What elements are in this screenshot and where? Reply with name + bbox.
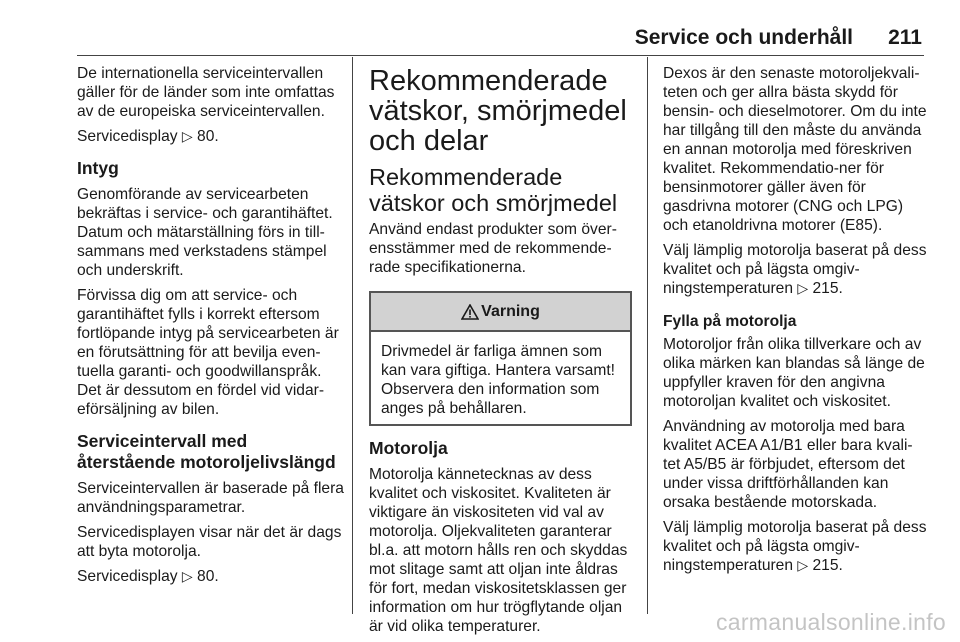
page-reference-icon[interactable]: ▷ — [797, 280, 809, 296]
left-column — [77, 64, 345, 592]
fylla-paragraph-2: Användning av motorolja med bara kvalitet ACEA A1/B1 eller bara kvali-tet A5/B5 är förbjudet, eftersom det under vissa driftförhållanden kan orsaka bestående motorskada. — [663, 418, 913, 511]
page-reference-icon: ▷ — [181, 128, 193, 144]
page-reference-icon[interactable]: ▷ — [797, 557, 809, 573]
warning-triangle-icon — [461, 304, 479, 320]
right-column — [663, 64, 929, 581]
reference-text: Servicedisplay — [77, 568, 178, 585]
dexos-paragraph: Dexos är den senaste motoroljekvali-teten och ger allra bästa skydd för bensin- och dieselmotorer. Om du inte har tillgång till den måste du använda en annan motorolja med föreskriven kvalitet. Rekommendatio-ner för bensinmotorer gäller även för gasdrivna motorer (CNG och LPG) och etanoldrivna motorer (E85). — [663, 65, 927, 234]
middle-column — [369, 64, 632, 642]
page-number: 211 — [888, 26, 922, 49]
reference-page[interactable]: 215. — [812, 557, 843, 574]
serviceintervall-paragraph-2: Servicedisplayen visar när det är dags att byta motorolja. — [77, 524, 342, 560]
warning-box — [369, 291, 632, 426]
watermark: carmanualsonline.info — [715, 609, 946, 635]
servicedisplay-reference[interactable] — [77, 127, 345, 146]
motorolja-paragraph: Motorolja kännetecknas av dess kvalitet och viskositet. Kvaliteten är viktigare än viskositeten vid val av motorolja. Oljekvaliteten garanterar bl.a. att motorn hålls ren och skyddas mot slitage samt att oljan inte åldras för fort, medan viskositetsklassen ger information om hur trögflytande oljan är vid olika temperaturer. — [369, 466, 628, 635]
serviceintervall-heading: Serviceintervall med återstående motoroljelivslängd — [77, 431, 336, 472]
subsection-title: Rekommenderade vätskor och smörjmedel — [369, 164, 618, 216]
warning-title: Varning — [481, 302, 540, 320]
fylla-heading: Fylla på motorolja — [663, 313, 797, 330]
reference-text: Servicedisplay — [77, 128, 178, 145]
oil-selection-text: Välj lämplig motorolja baserat på dess kvalitet och på lägsta omgiv-ningstemperaturen — [663, 519, 927, 574]
intyg-paragraph-1: Genomförande av servicearbeten bekräftas i service- och garantihäftet. Datum och mätarställning förs in till-sammans med verkstadens stämpel och underskrift. — [77, 186, 333, 279]
column-divider-right — [647, 57, 648, 614]
motorolja-heading: Motorolja — [369, 438, 448, 458]
header-divider — [77, 55, 924, 56]
intro-paragraph: De internationella serviceintervallen gäller för de länder som inte omfattas av de europeiska serviceintervallen. — [77, 65, 335, 120]
page-header-title: Service och underhåll — [634, 26, 853, 49]
fylla-paragraph-1: Motoroljor från olika tillverkare och av olika märken kan blandas så länge de uppfyller kraven för den angivna motoroljan kvalitet och viskositet. — [663, 336, 925, 410]
subsection-intro: Använd endast produkter som över-ensstämmer med de rekommende-rade specifikationerna. — [369, 221, 617, 276]
serviceintervall-paragraph-1: Serviceintervallen är baserade på flera användningsparametrar. — [77, 480, 344, 516]
warning-header — [371, 293, 630, 332]
oil-selection-paragraph-2 — [663, 518, 929, 575]
reference-page: 80. — [197, 568, 219, 585]
intyg-paragraph-2: Förvissa dig om att service- och garantihäftet fylls i korrekt eftersom fortlöpande intyg på servicearbeten är en förutsättning för att bevilja even-tuella garanti- och goodwillanspråk. Det är dessutom en fördel vid vidar-eförsäljning av bilen. — [77, 287, 339, 418]
warning-text: Drivmedel är farliga ämnen som kan vara giftiga. Hantera varsamt! Observera den information som anges på behållaren. — [381, 343, 616, 417]
section-title: Rekommenderade vätskor, smörjmedel och delar — [369, 65, 627, 157]
intyg-heading: Intyg — [77, 158, 119, 178]
oil-selection-paragraph — [663, 241, 929, 298]
column-divider-left — [352, 57, 353, 614]
oil-selection-text: Välj lämplig motorolja baserat på dess kvalitet och på lägsta omgiv-ningstemperaturen — [663, 242, 927, 297]
servicedisplay-reference-2[interactable] — [77, 567, 345, 586]
reference-page[interactable]: 215. — [812, 280, 843, 297]
page-reference-icon: ▷ — [181, 568, 193, 584]
reference-page: 80. — [197, 128, 219, 145]
